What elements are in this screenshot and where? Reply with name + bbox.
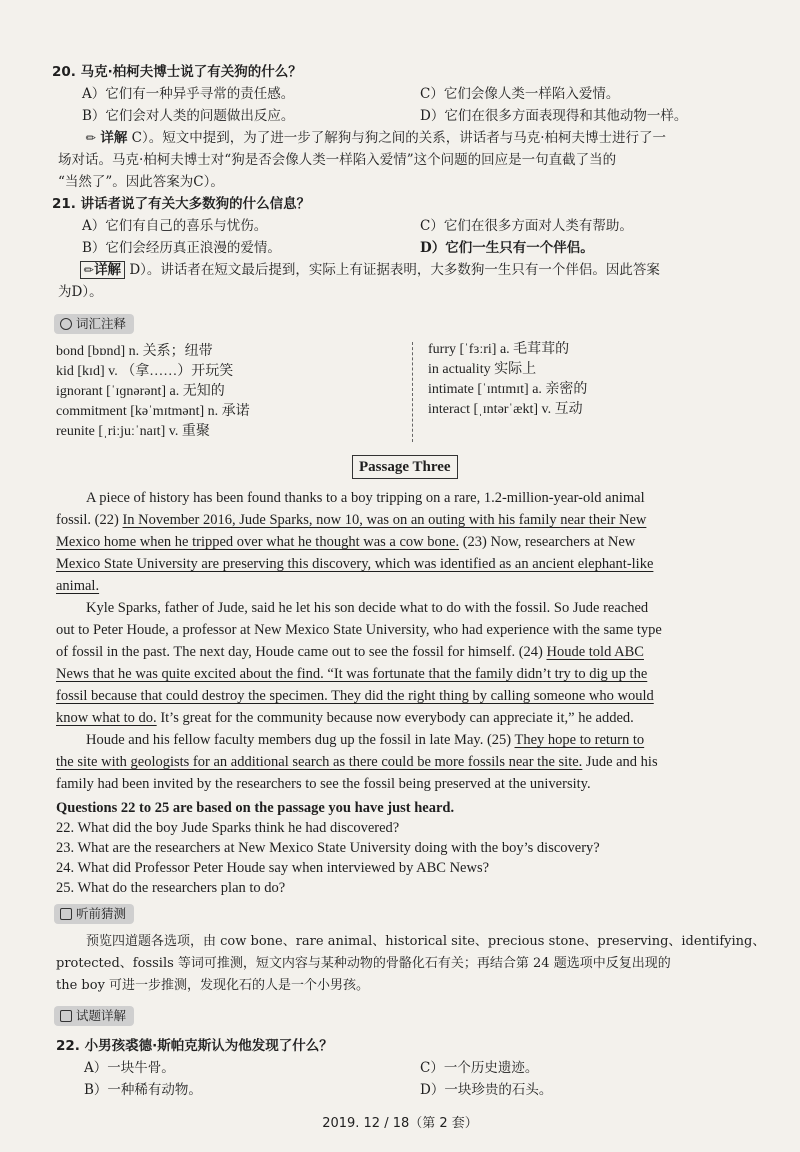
prelisten-line: the boy 可进一步推测，发现化石的人是一个小男孩。 xyxy=(56,978,370,993)
question-21-title: 21. 讲话者说了有关大多数狗的什么信息？ xyxy=(52,196,311,212)
key-sentence-22: In November 2016, Jude Sparks, now 10, was on an outing with his family near their New xyxy=(122,512,647,528)
detail-header xyxy=(54,1006,134,1026)
prelisten-line: protected、fossils 等词可推测，短文内容与某种动物的骨骼化石有关；再结合第 24 题选项中反复出现的 xyxy=(56,956,671,971)
q21-explanation-label-box xyxy=(80,261,125,279)
key-sentence-24-cont: News that he was quite excited about the find. “It was fortunate that the family didn’t try to dig up the xyxy=(56,666,648,682)
q21-option-b: B）它们会经历真正浪漫的爱情。 xyxy=(82,240,281,256)
passage-text: It’s great for the community because now everybody can appreciate it,” he added. xyxy=(160,710,634,726)
key-sentence-24: Houde told ABC xyxy=(546,644,644,660)
passage-line: family had been invited by the researchers to see the fossil being preserved at the university. xyxy=(56,776,591,792)
folder-icon xyxy=(60,908,72,920)
vocab-item: intimate [ˈɪntɪmɪt] a. 亲密的 xyxy=(428,382,588,397)
q21-option-a: A）它们有自己的喜乐与忧伤。 xyxy=(82,218,268,234)
q21-option-c: C）它们在很多方面对人类有帮助。 xyxy=(420,218,633,234)
passage-line xyxy=(56,642,644,662)
vocab-item: furry [ˈfɜːri] a. 毛茸茸的 xyxy=(428,342,570,357)
passage-line xyxy=(86,730,644,750)
prelisten-header xyxy=(54,904,134,924)
key-sentence-25: They hope to return to xyxy=(514,732,645,748)
passage-line: A piece of history has been found thanks to a boy tripping on a rare, 1.2-million-year-old animal xyxy=(86,490,645,506)
q21-explanation-line2: 为D）。 xyxy=(58,284,103,300)
q21-explanation-label: 详解 xyxy=(94,262,122,278)
q20-option-a: A）它们有一种异乎寻常的责任感。 xyxy=(82,86,295,102)
pencil-icon: ✎ xyxy=(82,129,100,147)
q20-explanation-line1 xyxy=(82,128,667,148)
question-item: 22. What did the boy Jude Sparks think he had discovered? xyxy=(56,820,400,836)
q20-option-b: B）它们会对人类的问题做出反应。 xyxy=(82,108,295,124)
vocab-item: bond [bɒnd] n. 关系；纽带 xyxy=(56,344,213,359)
question-item: 24. What did Professor Peter Houde say when interviewed by ABC News? xyxy=(56,860,490,876)
passage-text: (23) Now, researchers at New xyxy=(462,534,636,550)
clock-icon xyxy=(60,318,72,330)
passage-text: Houde and his fellow faculty members dug up the fossil in late May. (25) xyxy=(86,732,512,748)
q20-explanation-label: 详解 xyxy=(100,130,128,146)
detail-header-label: 试题详解 xyxy=(76,1008,127,1023)
q20-explanation-text: C）。短文中提到，为了进一步了解狗与狗之间的关系，讲话者与马克·柏柯夫博士进行了一 xyxy=(131,130,667,146)
q21-explanation-text: D）。讲话者在短文最后提到，实际上有证据表明，大多数狗一生只有一个伴侣。因此答案 xyxy=(129,262,660,278)
vocab-divider xyxy=(412,342,413,442)
q20-option-d: D）它们在很多方面表现得和其他动物一样。 xyxy=(420,108,688,124)
key-sentence-23: Mexico State University are preserving this discovery, which was identified as an ancient elephant-like xyxy=(56,556,654,572)
question-20-title: 20. 马克·柏柯夫博士说了有关狗的什么？ xyxy=(52,64,302,80)
q22-option-a: A）一块牛骨。 xyxy=(84,1060,175,1076)
passage-line: out to Peter Houde, a professor at New Mexico State University, who had experience with the same type xyxy=(56,622,662,638)
prelisten-line: 预览四道题各选项，由 cow bone、rare animal、historical site、precious stone、preserving、identifying、 xyxy=(86,934,766,949)
passage-line xyxy=(56,708,634,728)
q20-explanation-line2: 场对话。马克·柏柯夫博士对“狗是否会像人类一样陷入爱情”这个问题的回应是一句直截了当的 xyxy=(58,152,617,168)
prelisten-header-label: 听前猜测 xyxy=(76,906,127,921)
q21-option-d: D）它们一生只有一个伴侣。 xyxy=(420,240,594,256)
key-sentence-24-cont: fossil because that could destroy the specimen. They did the right thing by calling someone who would xyxy=(56,688,654,704)
key-sentence-24-cont: know what to do. xyxy=(56,710,157,726)
vocab-item: reunite [ˌriːjuːˈnaɪt] v. 重聚 xyxy=(56,424,210,439)
questions-header: Questions 22 to 25 are based on the passage you have just heard. xyxy=(56,800,455,816)
pencil-icon: ✎ xyxy=(80,261,98,279)
key-sentence-23-cont: animal. xyxy=(56,578,100,594)
passage-text: fossil. (22) xyxy=(56,512,119,528)
key-sentence-25-cont: the site with geologists for an additional search as there could be more fossils near the site. xyxy=(56,754,583,770)
q21-explanation-line1 xyxy=(80,260,660,280)
q22-option-c: C）一个历史遗迹。 xyxy=(420,1060,539,1076)
vocab-header-label: 词汇注释 xyxy=(76,316,127,331)
vocab-header xyxy=(54,314,134,334)
q20-option-c: C）它们会像人类一样陷入爱情。 xyxy=(420,86,620,102)
passage-line xyxy=(56,752,658,772)
question-22-title: 22. 小男孩裘德·斯帕克斯认为他发现了什么？ xyxy=(56,1038,333,1054)
passage-title: Passage Three xyxy=(352,455,458,479)
passage-text: of fossil in the past. The next day, Houde came out to see the fossil for himself. (24) xyxy=(56,644,543,660)
passage-text: Jude and his xyxy=(585,754,658,770)
passage-line: Kyle Sparks, father of Jude, said he let his son decide what to do with the fossil. So Jude reached xyxy=(86,600,649,616)
passage-line xyxy=(56,532,635,552)
vocab-item: commitment [kəˈmɪtmənt] n. 承诺 xyxy=(56,404,250,419)
q22-option-d: D）一块珍贵的石头。 xyxy=(420,1082,553,1098)
question-item: 25. What do the researchers plan to do? xyxy=(56,880,286,896)
page-footer: 2019. 12 / 18（第 2 套） xyxy=(322,1116,478,1131)
book-icon xyxy=(60,1010,72,1022)
passage-line xyxy=(56,510,646,530)
vocab-item: interact [ˌɪntərˈækt] v. 互动 xyxy=(428,402,583,417)
vocab-item: ignorant [ˈɪɡnərənt] a. 无知的 xyxy=(56,384,225,399)
question-item: 23. What are the researchers at New Mexico State University doing with the boy’s discovery? xyxy=(56,840,600,856)
vocab-item: in actuality 实际上 xyxy=(428,362,537,377)
vocab-item: kid [kɪd] v. （拿……）开玩笑 xyxy=(56,364,234,379)
key-sentence-22-cont: Mexico home when he tripped over what he thought was a cow bone. xyxy=(56,534,460,550)
q22-option-b: B）一种稀有动物。 xyxy=(84,1082,202,1098)
q20-explanation-line3: “当然了”。因此答案为C）。 xyxy=(58,174,224,190)
